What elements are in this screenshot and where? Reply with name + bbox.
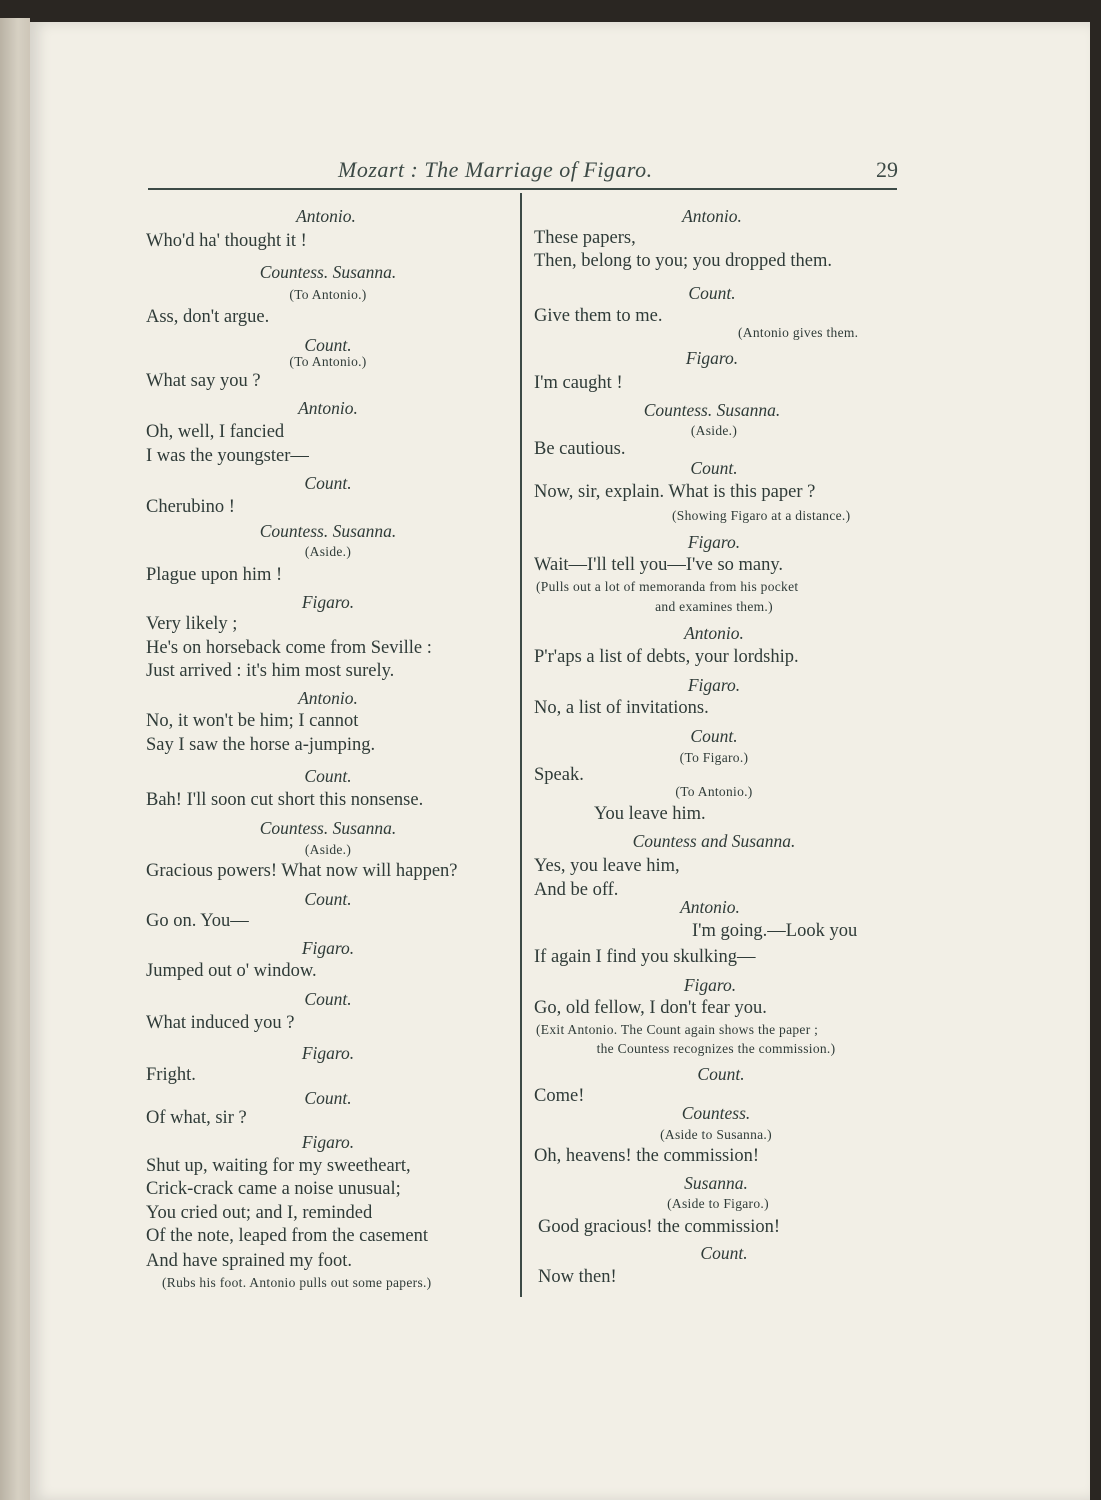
lyric-line: Plague upon him ! xyxy=(146,565,283,585)
speaker-label: Figaro. xyxy=(301,1043,355,1063)
lyric-line: Crick-crack came a noise unusual; xyxy=(146,1179,401,1199)
running-title: Mozart : The Marriage of Figaro. xyxy=(338,157,653,182)
lyric-line: Go, old fellow, I don't fear you. xyxy=(534,998,767,1018)
lyric-line: And be off. xyxy=(534,880,619,900)
speaker-label: Countess. Susanna. xyxy=(259,818,397,838)
lyric-line: Cherubino ! xyxy=(146,497,235,517)
speaker-label: Figaro. xyxy=(685,348,739,368)
speaker-label: Count. xyxy=(690,726,738,746)
speaker-label: Antonio. xyxy=(682,206,742,226)
column-divider xyxy=(520,193,522,1297)
lyric-line: If again I find you skulking— xyxy=(534,947,756,967)
lyric-line: Oh, well, I fancied xyxy=(146,422,285,442)
speaker-label: Countess. Susanna. xyxy=(643,400,781,420)
speaker-label: Countess and Susanna. xyxy=(632,831,796,851)
speaker-label: Antonio. xyxy=(298,398,358,418)
lyric-line: Who'd ha' thought it ! xyxy=(146,231,307,251)
stage-direction: (Aside.) xyxy=(690,423,738,438)
speaker-label: Figaro. xyxy=(301,1132,355,1152)
stage-direction: (To Antonio.) xyxy=(289,287,367,302)
lyric-line: Say I saw the horse a-jumping. xyxy=(146,735,376,755)
speaker-label: Figaro. xyxy=(687,675,741,695)
lyric-line: Yes, you leave him, xyxy=(534,856,680,876)
speaker-label: Count. xyxy=(690,458,738,478)
lyric-line: Now then! xyxy=(538,1267,617,1287)
speaker-label: Antonio. xyxy=(680,897,740,917)
speaker-label: Count. xyxy=(304,766,352,786)
lyric-line: These papers, xyxy=(534,228,636,248)
stage-direction: (To Antonio.) xyxy=(289,354,367,369)
stage-direction: (Showing Figaro at a distance.) xyxy=(672,508,851,523)
stage-direction: (Aside to Susanna.) xyxy=(660,1127,772,1142)
speaker-label: Figaro. xyxy=(301,592,355,612)
lyric-line: No, it won't be him; I cannot xyxy=(146,711,359,731)
stage-direction: (Pulls out a lot of memoranda from his pocket xyxy=(536,579,799,594)
lyric-line: Be cautious. xyxy=(534,439,626,459)
lyric-line: Come! xyxy=(534,1086,585,1106)
speaker-label: Susanna. xyxy=(684,1173,748,1193)
stage-direction: (To Antonio.) xyxy=(675,784,753,799)
speaker-label: Count. xyxy=(697,1064,745,1084)
speaker-label: Countess. xyxy=(681,1103,751,1123)
lyric-line: P'r'aps a list of debts, your lordship. xyxy=(534,647,799,667)
stage-direction: (Exit Antonio. The Count again shows the paper ; xyxy=(536,1022,819,1037)
lyric-line: Fright. xyxy=(146,1065,196,1085)
header-rule xyxy=(148,188,897,190)
lyric-line: Give them to me. xyxy=(534,306,663,326)
stage-direction: (Antonio gives them. xyxy=(738,325,859,340)
speaker-label: Count. xyxy=(304,989,352,1009)
lyric-line: I'm going.—Look you xyxy=(692,921,858,941)
lyric-line: What induced you ? xyxy=(146,1013,295,1033)
stage-direction: (Aside to Figaro.) xyxy=(667,1196,769,1211)
speaker-label: Figaro. xyxy=(301,938,355,958)
lyric-line: And have sprained my foot. xyxy=(146,1251,353,1271)
lyric-line: Then, belong to you; you dropped them. xyxy=(534,251,833,271)
lyric-line: I was the youngster— xyxy=(146,446,309,466)
lyric-line: Of the note, leaped from the casement xyxy=(146,1226,429,1246)
speaker-label: Count. xyxy=(304,473,352,493)
speaker-label: Figaro. xyxy=(687,532,741,552)
lyric-line: Just arrived : it's him most surely. xyxy=(146,661,395,681)
lyric-line: Jumped out o' window. xyxy=(146,961,317,981)
lyric-line: Go on. You— xyxy=(146,911,249,931)
lyric-line: Wait—I'll tell you—I've so many. xyxy=(534,555,784,575)
stage-direction: (To Figaro.) xyxy=(679,750,749,765)
stage-direction: (Aside.) xyxy=(304,842,352,857)
lyric-line: What say you ? xyxy=(146,371,261,391)
stage-direction: the Countess recognizes the commission.) xyxy=(596,1041,836,1056)
previous-page-edge xyxy=(0,18,30,1500)
speaker-label: Count. xyxy=(304,1088,352,1108)
stage-direction: (Aside.) xyxy=(304,544,352,559)
speaker-label: Countess. Susanna. xyxy=(259,262,397,282)
speaker-label: Count. xyxy=(304,335,352,355)
speaker-label: Antonio. xyxy=(298,688,358,708)
page-number: 29 xyxy=(876,157,898,182)
lyric-line: Speak. xyxy=(534,765,584,785)
lyric-line: Gracious powers! What now will happen? xyxy=(146,861,458,881)
lyric-line: I'm caught ! xyxy=(534,373,623,393)
stage-direction: (Rubs his foot. Antonio pulls out some papers.) xyxy=(162,1275,432,1290)
lyric-line: You leave him. xyxy=(594,804,706,824)
speaker-label: Countess. Susanna. xyxy=(259,521,397,541)
lyric-line: You cried out; and I, reminded xyxy=(146,1203,373,1223)
lyric-line: Bah! I'll soon cut short this nonsense. xyxy=(146,790,424,810)
speaker-label: Count. xyxy=(688,283,736,303)
lyric-line: Of what, sir ? xyxy=(146,1108,247,1128)
lyric-line: Very likely ; xyxy=(146,614,238,634)
lyric-line: Now, sir, explain. What is this paper ? xyxy=(534,482,816,502)
lyric-line: Oh, heavens! the commission! xyxy=(534,1146,760,1166)
stage-direction: and examines them.) xyxy=(655,599,773,614)
lyric-line: Shut up, waiting for my sweetheart, xyxy=(146,1156,411,1176)
speaker-label: Count. xyxy=(304,889,352,909)
speaker-label: Figaro. xyxy=(683,975,737,995)
speaker-label: Antonio. xyxy=(684,623,744,643)
lyric-line: Ass, don't argue. xyxy=(146,307,270,327)
lyric-line: Good gracious! the commission! xyxy=(538,1217,780,1237)
speaker-label: Antonio. xyxy=(296,206,356,226)
page-header xyxy=(148,157,898,187)
lyric-line: He's on horseback come from Seville : xyxy=(146,638,432,658)
speaker-label: Count. xyxy=(700,1243,748,1263)
lyric-line: No, a list of invitations. xyxy=(534,698,709,718)
